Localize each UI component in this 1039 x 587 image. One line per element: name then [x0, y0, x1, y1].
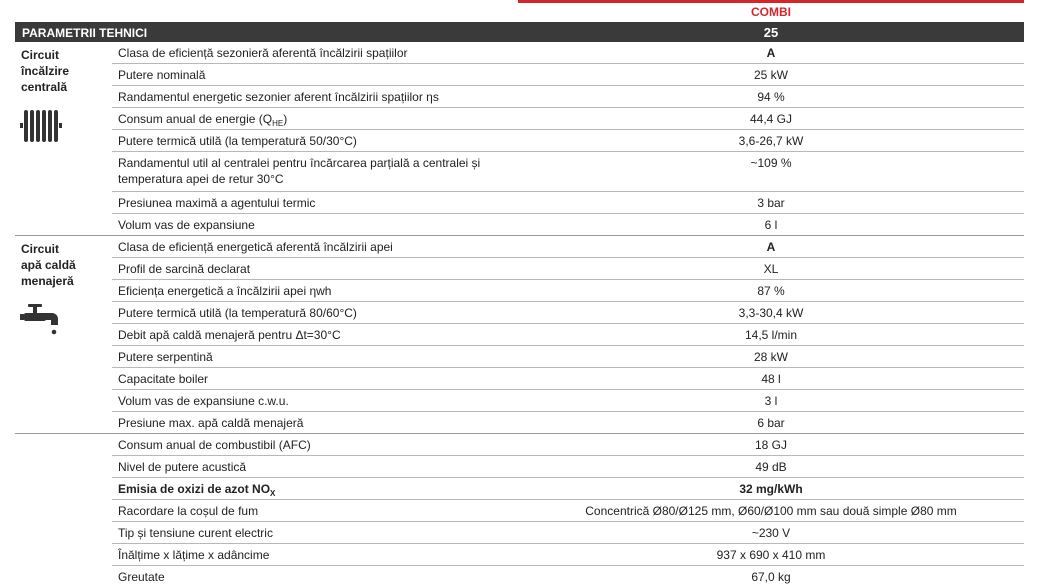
row-label-text: Eficiența energetică a încălzirii apei ηwh [118, 284, 332, 298]
table-row [112, 522, 1024, 544]
row-label [118, 459, 508, 475]
row-label [118, 569, 508, 585]
row-label [118, 327, 508, 343]
section-label-line: Circuit [21, 242, 60, 256]
table-row [112, 192, 1024, 214]
row-label-text: Randamentul util al centralei pentru încărcarea parțială a centralei și temperatura apei de retur 30°C [118, 156, 481, 186]
row-label [118, 239, 508, 255]
table-row [112, 478, 1024, 500]
row-label-text: Clasa de eficiență sezonieră aferentă încălzirii spațiilor [118, 46, 408, 60]
row-label [118, 133, 508, 149]
row-label-text: Înălțime x lățime x adâncime [118, 548, 270, 562]
section-label-line: apă caldă [21, 258, 76, 272]
row-label [118, 415, 508, 431]
water-tap-icon [20, 304, 60, 343]
row-label-text: Racordare la coșul de fum [118, 504, 259, 518]
row-label-text: Putere serpentină [118, 350, 213, 364]
header-title: PARAMETRII TEHNICI [22, 26, 148, 40]
table-row [112, 390, 1024, 412]
row-label-suffix: ) [283, 112, 288, 126]
row-value: 87 % [757, 284, 785, 298]
row-label [118, 261, 508, 277]
table-row [112, 258, 1024, 280]
row-value: 48 l [761, 372, 781, 386]
row-label-text: Profil de sarcină declarat [118, 262, 251, 276]
row-label-subscript: HE [272, 119, 284, 128]
row-label [118, 67, 508, 83]
row-label [118, 349, 508, 365]
table-row [112, 456, 1024, 478]
row-label-text: Putere termică utilă (la temperatură 80/60°C) [118, 306, 357, 320]
row-label-text: Emisia de oxizi de azot NO [118, 482, 271, 496]
row-value: 3 bar [757, 196, 785, 210]
model-accent-line [518, 0, 1024, 3]
row-label-text: Putere nominală [118, 68, 206, 82]
row-label [118, 525, 508, 541]
table-row [112, 544, 1024, 566]
row-value: XL [763, 262, 779, 276]
row-value: 3 l [764, 394, 778, 408]
row-label [118, 305, 508, 321]
model-label: COMBI [751, 5, 791, 19]
row-label-text: Capacitate boiler [118, 372, 209, 386]
row-label-text: Debit apă caldă menajeră pentru Δt=30°C [118, 328, 341, 342]
row-label-text: Greutate [118, 570, 165, 584]
table-row [112, 42, 1024, 64]
row-value: 18 GJ [754, 438, 787, 452]
row-label-text: Presiune max. apă caldă menajeră [118, 416, 304, 430]
table-row [112, 500, 1024, 522]
table-row [112, 130, 1024, 152]
table-row [112, 214, 1024, 235]
row-label-subscript: X [270, 489, 276, 498]
table-row [112, 566, 1024, 587]
row-label-text: Nivel de putere acustică [118, 460, 247, 474]
row-label [118, 155, 508, 187]
row-label-text: Volum vas de expansiune c.w.u. [118, 394, 289, 408]
table-row [112, 368, 1024, 390]
row-label [118, 437, 508, 453]
row-label-text: Tip și tensiune curent electric [118, 526, 273, 540]
table-row [112, 108, 1024, 130]
table-row [112, 86, 1024, 108]
table-row [112, 280, 1024, 302]
row-value: ~230 V [751, 526, 791, 540]
row-label [118, 481, 508, 502]
row-label [118, 217, 508, 233]
row-value: 49 dB [755, 460, 787, 474]
row-value: 3,3-30,4 kW [738, 306, 804, 320]
row-label-text: Consum anual de combustibil (AFC) [118, 438, 311, 452]
table-row [112, 302, 1024, 324]
row-value: A [766, 46, 776, 60]
row-value: 6 l [764, 218, 778, 232]
section-2 [15, 236, 1024, 434]
row-label-text: Presiunea maximă a agentului termic [118, 196, 316, 210]
section-3 [15, 434, 1024, 587]
section-label-line: menajeră [21, 274, 74, 288]
row-label [118, 503, 508, 519]
table-header [15, 22, 1024, 42]
row-label-text: Consum anual de energie (Q [118, 112, 273, 126]
row-label-text: Putere termică utilă (la temperatură 50/30°C) [118, 134, 357, 148]
row-label [118, 371, 508, 387]
row-label-text: Volum vas de expansiune [118, 218, 255, 232]
row-value: 25 kW [753, 68, 788, 82]
row-value: 6 bar [757, 416, 785, 430]
section-label [21, 47, 69, 95]
row-label [118, 195, 508, 211]
row-value: 14,5 l/min [744, 328, 798, 342]
table-row [112, 412, 1024, 433]
row-value: 937 x 690 x 410 mm [716, 548, 826, 562]
row-label [118, 111, 508, 132]
row-label [118, 547, 508, 563]
row-label [118, 393, 508, 409]
header-value: 25 [763, 25, 779, 40]
table-row [112, 236, 1024, 258]
row-value: 32 mg/kWh [739, 482, 803, 496]
spec-table [15, 42, 1024, 587]
table-row [112, 324, 1024, 346]
row-label-text: Clasa de eficiență energetică aferentă încălzirii apei [118, 240, 393, 254]
row-value: A [766, 240, 776, 254]
radiator-icon [20, 109, 62, 148]
section-label-line: centrală [21, 80, 68, 94]
row-value: 28 kW [753, 350, 788, 364]
row-value: Concentrică Ø80/Ø125 mm, Ø60/Ø100 mm sau două simple Ø80 mm [585, 504, 957, 518]
row-label [118, 283, 508, 299]
section-label [21, 241, 76, 289]
row-value: ~109 % [750, 156, 792, 170]
section-1 [15, 42, 1024, 236]
row-label [118, 45, 508, 61]
row-label-text: Randamentul energetic sezonier aferent încălzirii spațiilor ηs [118, 90, 439, 104]
table-row [112, 434, 1024, 456]
section-label-line: încălzire [21, 64, 70, 78]
row-label [118, 89, 508, 105]
row-value: 67,0 kg [751, 570, 791, 584]
section-label-line: Circuit [21, 48, 60, 62]
row-value: 3,6-26,7 kW [738, 134, 804, 148]
row-value: 94 % [757, 90, 785, 104]
row-value: 44,4 GJ [749, 112, 793, 126]
table-row [112, 346, 1024, 368]
table-row [112, 152, 1024, 192]
table-row [112, 64, 1024, 86]
